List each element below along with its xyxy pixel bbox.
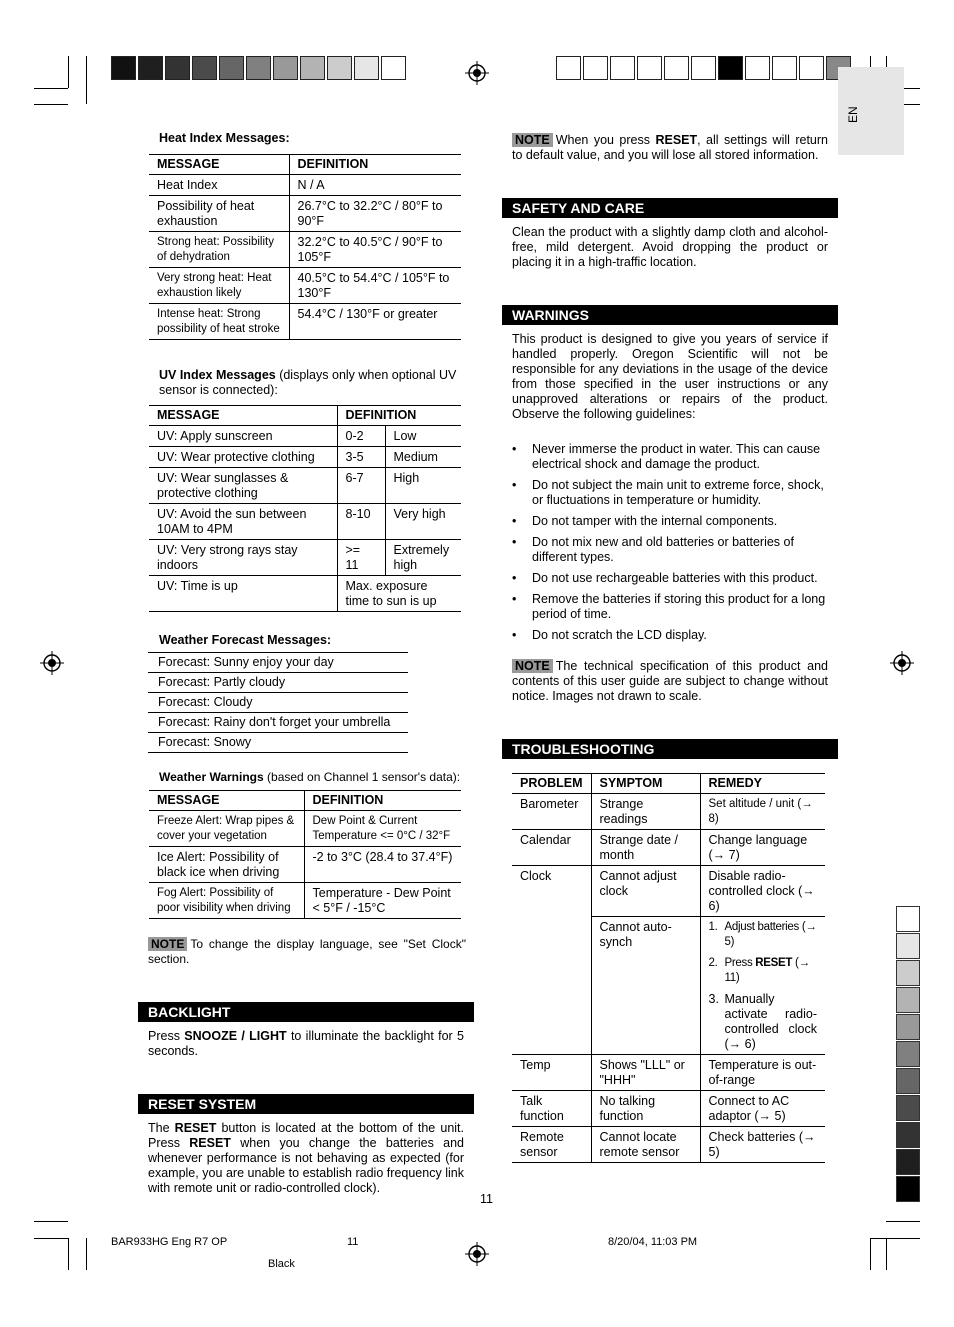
table-row bbox=[512, 1055, 825, 1091]
crop-mark bbox=[886, 1221, 920, 1222]
warnings-list bbox=[512, 442, 828, 649]
table-cell: Change language (→ 7) bbox=[700, 830, 825, 866]
table-cell: No talking function bbox=[591, 1091, 700, 1127]
crop-mark bbox=[68, 1238, 69, 1270]
list-text: (→ 11) bbox=[724, 957, 810, 984]
table-header: DEFINITION bbox=[337, 406, 461, 426]
table-cell bbox=[700, 917, 825, 1055]
list-item bbox=[709, 920, 818, 950]
language-tab bbox=[838, 67, 904, 155]
color-swatch bbox=[896, 1068, 920, 1094]
list-item: Forecast: Sunny enjoy your day bbox=[148, 652, 408, 673]
table-cell: >= 11 bbox=[337, 540, 385, 576]
crop-mark bbox=[86, 1238, 87, 1270]
table-header: MESSAGE bbox=[149, 155, 289, 175]
color-swatch bbox=[138, 56, 163, 80]
table-cell: UV: Wear protective clothing bbox=[149, 447, 337, 468]
table-cell: Calendar bbox=[512, 830, 591, 866]
color-swatch bbox=[718, 56, 743, 80]
crop-mark bbox=[870, 1238, 871, 1270]
weather-warnings-title bbox=[159, 770, 469, 785]
crop-mark bbox=[86, 56, 87, 104]
table-cell: Very strong heat: Heat exhaustion likely bbox=[149, 268, 289, 304]
crop-mark bbox=[870, 1238, 920, 1239]
section-heading-reset: RESET SYSTEM bbox=[138, 1094, 474, 1114]
list-number: 3. bbox=[708, 992, 719, 1006]
table-cell: Strong heat: Possibility of dehydration bbox=[149, 232, 289, 268]
color-swatch bbox=[896, 1122, 920, 1148]
table-cell: -2 to 3°C (28.4 to 37.4°F) bbox=[304, 847, 461, 883]
color-swatch bbox=[111, 56, 136, 80]
weather-warnings-table bbox=[149, 790, 461, 919]
color-swatch bbox=[556, 56, 581, 80]
table-row bbox=[512, 830, 825, 866]
reset-text bbox=[148, 1121, 464, 1196]
list-item: Forecast: Snowy bbox=[148, 733, 408, 753]
table-cell: Freeze Alert: Wrap pipes & cover your vegetation bbox=[149, 811, 304, 847]
list-item bbox=[709, 956, 818, 986]
table-header: REMEDY bbox=[700, 774, 825, 794]
table-cell: Heat Index bbox=[149, 175, 289, 196]
color-swatch bbox=[896, 1095, 920, 1121]
list-text: Press bbox=[724, 957, 756, 969]
crop-mark bbox=[34, 88, 68, 89]
crop-mark bbox=[886, 1238, 887, 1270]
table-cell: Strange readings bbox=[591, 794, 700, 830]
color-swatch bbox=[327, 56, 352, 80]
color-swatch bbox=[691, 56, 716, 80]
table-cell: Remote sensor bbox=[512, 1127, 591, 1163]
heat-index-title: Heat Index Messages: bbox=[159, 131, 290, 145]
color-swatch bbox=[583, 56, 608, 80]
table-cell: Cannot auto-synch bbox=[591, 917, 700, 1055]
color-bar-left bbox=[111, 56, 408, 80]
crop-mark bbox=[68, 56, 69, 88]
text-span: Press bbox=[148, 1029, 185, 1043]
table-cell: Intense heat: Strong possibility of heat stroke bbox=[149, 304, 289, 340]
page-number: 11 bbox=[480, 1192, 493, 1206]
table-row bbox=[149, 468, 461, 504]
table-cell: 8-10 bbox=[337, 504, 385, 540]
table-cell: High bbox=[385, 468, 461, 504]
table-cell: Shows "LLL" or "HHH" bbox=[591, 1055, 700, 1091]
language-label: EN bbox=[846, 106, 860, 123]
table-cell: 32.2°C to 40.5°C / 90°F to 105°F bbox=[289, 232, 461, 268]
color-swatch bbox=[896, 1176, 920, 1202]
warnings-intro: This product is designed to give you years of service if handled properly. Oregon Scientific will not be responsible for any deviations in the usage of the device from those specified in the user instructions or any unapproved alterations or repairs of the product. Observe the following guidelines: bbox=[512, 332, 828, 421]
table-header: DEFINITION bbox=[304, 791, 461, 811]
color-swatch bbox=[381, 56, 406, 80]
table-cell: Possibility of heat exhaustion bbox=[149, 196, 289, 232]
table-cell: Barometer bbox=[512, 794, 591, 830]
table-cell: Temp bbox=[512, 1055, 591, 1091]
table-header: MESSAGE bbox=[149, 791, 304, 811]
list-number: 1. bbox=[708, 921, 718, 933]
footer-date: 8/20/04, 11:03 PM bbox=[608, 1236, 698, 1248]
table-header: PROBLEM bbox=[512, 774, 591, 794]
text-bold: RESET bbox=[655, 133, 698, 147]
safety-text: Clean the product with a slightly damp cloth and alcohol-free, mild detergent. Avoid dropping the product or placing it in a high-traffic location. bbox=[512, 225, 828, 269]
table-header: SYMPTOM bbox=[591, 774, 700, 794]
text-span: when you change the batteries and whenever performance is not behaving as expected (for example, you are unable to establish radio frequency link with remote unit or radio-controlled clock). bbox=[148, 1136, 464, 1195]
table-row bbox=[149, 426, 461, 447]
table-cell: Extremely high bbox=[385, 540, 461, 576]
table-cell: Strange date / month bbox=[591, 830, 700, 866]
note-text: To change the display language, see "Set Clock" section. bbox=[148, 937, 466, 966]
list-item: • Do not use rechargeable batteries with this product. bbox=[512, 571, 828, 586]
table-row bbox=[149, 268, 461, 304]
note-text: The technical specification of this product and contents of this user guide are subject to change without notice. Images not drawn to scale. bbox=[512, 659, 828, 703]
uv-title-rest: (displays only when optional UV sensor is connected): bbox=[159, 368, 457, 397]
color-swatch bbox=[637, 56, 662, 80]
color-swatch bbox=[896, 1041, 920, 1067]
table-cell: UV: Very strong rays stay indoors bbox=[149, 540, 337, 576]
footer-file: BAR933HG Eng R7 OP bbox=[111, 1236, 228, 1248]
color-swatch bbox=[219, 56, 244, 80]
uv-title-bold: UV Index Messages bbox=[159, 368, 276, 382]
color-swatch bbox=[165, 56, 190, 80]
forecast-title: Weather Forecast Messages: bbox=[159, 633, 332, 647]
note-badge: NOTE bbox=[512, 133, 553, 147]
registration-mark-icon bbox=[465, 61, 489, 85]
footer-plate: Black bbox=[268, 1258, 295, 1270]
table-row bbox=[512, 794, 825, 830]
section-heading-warnings: WARNINGS bbox=[502, 305, 838, 325]
list-text: Adjust batteries (→ 5) bbox=[724, 921, 817, 948]
crop-mark bbox=[34, 1238, 68, 1239]
list-item: • Do not mix new and old batteries or batteries of different types. bbox=[512, 535, 828, 565]
crop-mark bbox=[34, 104, 68, 105]
color-swatch bbox=[896, 1014, 920, 1040]
table-cell: 0-2 bbox=[337, 426, 385, 447]
text-span: button is located at the bottom of the unit. Press bbox=[148, 1121, 464, 1150]
table-cell: UV: Wear sunglasses & protective clothing bbox=[149, 468, 337, 504]
text-bold: RESET bbox=[174, 1121, 217, 1135]
table-cell: UV: Time is up bbox=[149, 576, 337, 612]
list-item: • Remove the batteries if storing this product for a long period of time. bbox=[512, 592, 828, 622]
table-cell: 54.4°C / 130°F or greater bbox=[289, 304, 461, 340]
table-cell: Max. exposure time to sun is up bbox=[337, 576, 461, 612]
note-reset bbox=[512, 133, 828, 163]
table-row bbox=[149, 232, 461, 268]
table-row bbox=[149, 576, 461, 612]
table-row bbox=[512, 1091, 825, 1127]
gray-scale-bar bbox=[896, 906, 920, 1203]
color-swatch bbox=[610, 56, 635, 80]
table-row bbox=[149, 175, 461, 196]
note-badge: NOTE bbox=[148, 937, 187, 951]
table-cell: Dew Point & Current Temperature <= 0°C / 32°F bbox=[304, 811, 461, 847]
uv-index-title bbox=[159, 368, 459, 398]
section-heading-backlight: BACKLIGHT bbox=[138, 1002, 474, 1022]
table-cell: Clock bbox=[512, 866, 591, 1055]
list-item: Forecast: Cloudy bbox=[148, 693, 408, 713]
forecast-list bbox=[148, 652, 408, 753]
text-span: to illuminate the backlight for 5 seconds. bbox=[148, 1029, 464, 1058]
uv-index-table bbox=[149, 405, 461, 612]
color-swatch bbox=[354, 56, 379, 80]
note-badge: NOTE bbox=[512, 659, 553, 673]
table-row bbox=[149, 504, 461, 540]
list-text-bold: RESET bbox=[755, 957, 793, 969]
section-heading-troubleshooting: TROUBLESHOOTING bbox=[502, 739, 838, 759]
warnings-title-rest: (based on Channel 1 sensor's data): bbox=[263, 770, 461, 784]
color-swatch bbox=[745, 56, 770, 80]
table-cell: UV: Apply sunscreen bbox=[149, 426, 337, 447]
color-swatch bbox=[246, 56, 271, 80]
troubleshooting-table bbox=[512, 773, 825, 1163]
table-row bbox=[149, 447, 461, 468]
table-cell: 40.5°C to 54.4°C / 105°F to 130°F bbox=[289, 268, 461, 304]
text-bold: SNOOZE / LIGHT bbox=[184, 1029, 287, 1043]
color-swatch bbox=[300, 56, 325, 80]
table-header: DEFINITION bbox=[289, 155, 461, 175]
color-swatch bbox=[192, 56, 217, 80]
table-cell: Ice Alert: Possibility of black ice when driving bbox=[149, 847, 304, 883]
table-cell: N / A bbox=[289, 175, 461, 196]
color-swatch bbox=[664, 56, 689, 80]
table-cell: Temperature is out-of-range bbox=[700, 1055, 825, 1091]
table-cell: Very high bbox=[385, 504, 461, 540]
table-row bbox=[512, 1127, 825, 1163]
color-swatch bbox=[896, 960, 920, 986]
table-row bbox=[149, 196, 461, 232]
list-item: Forecast: Partly cloudy bbox=[148, 673, 408, 693]
color-swatch bbox=[799, 56, 824, 80]
table-cell: Connect to AC adaptor (→ 5) bbox=[700, 1091, 825, 1127]
list-item: • Do not subject the main unit to extreme force, shock, or fluctuations in temperature or humidity. bbox=[512, 478, 828, 508]
table-row bbox=[149, 811, 461, 847]
table-row bbox=[149, 847, 461, 883]
table-cell: Cannot locate remote sensor bbox=[591, 1127, 700, 1163]
color-swatch bbox=[273, 56, 298, 80]
note-language bbox=[148, 937, 466, 967]
table-cell: Temperature - Dew Point < 5°F / -15°C bbox=[304, 883, 461, 919]
table-header: MESSAGE bbox=[149, 406, 337, 426]
table-cell: 6-7 bbox=[337, 468, 385, 504]
text-bold: RESET bbox=[189, 1136, 231, 1150]
footer-page: 11 bbox=[347, 1236, 359, 1248]
color-swatch bbox=[896, 933, 920, 959]
color-swatch bbox=[896, 1149, 920, 1175]
crop-mark bbox=[34, 1221, 68, 1222]
table-cell: Set altitude / unit (→ 8) bbox=[700, 794, 825, 830]
list-item: • Do not scratch the LCD display. bbox=[512, 628, 828, 643]
color-swatch bbox=[896, 987, 920, 1013]
heat-index-table bbox=[149, 154, 461, 340]
backlight-text bbox=[148, 1029, 464, 1059]
table-cell: Low bbox=[385, 426, 461, 447]
table-cell: Check batteries (→ 5) bbox=[700, 1127, 825, 1163]
registration-mark-icon bbox=[465, 1242, 489, 1266]
list-item: • Never immerse the product in water. This can cause electrical shock and damage the product. bbox=[512, 442, 828, 472]
table-cell: Fog Alert: Possibility of poor visibility when driving bbox=[149, 883, 304, 919]
table-row bbox=[512, 866, 825, 917]
table-row bbox=[149, 304, 461, 340]
table-cell: UV: Avoid the sun between 10AM to 4PM bbox=[149, 504, 337, 540]
text-span: , all settings will return to default value, and you will lose all stored information. bbox=[512, 133, 828, 162]
table-row bbox=[149, 883, 461, 919]
warnings-title-bold: Weather Warnings bbox=[159, 770, 264, 784]
note-spec bbox=[512, 659, 828, 704]
color-swatch bbox=[896, 906, 920, 932]
list-number: 2. bbox=[708, 957, 718, 969]
section-heading-safety: SAFETY AND CARE bbox=[502, 198, 838, 218]
registration-mark-icon bbox=[40, 651, 64, 675]
table-cell: Disable radio-controlled clock (→ 6) bbox=[700, 866, 825, 917]
table-cell: Medium bbox=[385, 447, 461, 468]
table-row bbox=[149, 540, 461, 576]
list-item: • Do not tamper with the internal components. bbox=[512, 514, 828, 529]
color-bar-right bbox=[556, 56, 853, 80]
table-cell: Talk function bbox=[512, 1091, 591, 1127]
table-cell: 26.7°C to 32.2°C / 80°F to 90°F bbox=[289, 196, 461, 232]
table-cell: Cannot adjust clock bbox=[591, 866, 700, 917]
list-item: Forecast: Rainy don't forget your umbrella bbox=[148, 713, 408, 733]
list-text: Manually activate radio-controlled clock (→ 6) bbox=[724, 992, 817, 1051]
text-span: The bbox=[148, 1121, 175, 1135]
color-swatch bbox=[772, 56, 797, 80]
text-span: When you press bbox=[555, 133, 656, 147]
list-item bbox=[709, 992, 818, 1052]
registration-mark-icon bbox=[890, 651, 914, 675]
table-cell: 3-5 bbox=[337, 447, 385, 468]
